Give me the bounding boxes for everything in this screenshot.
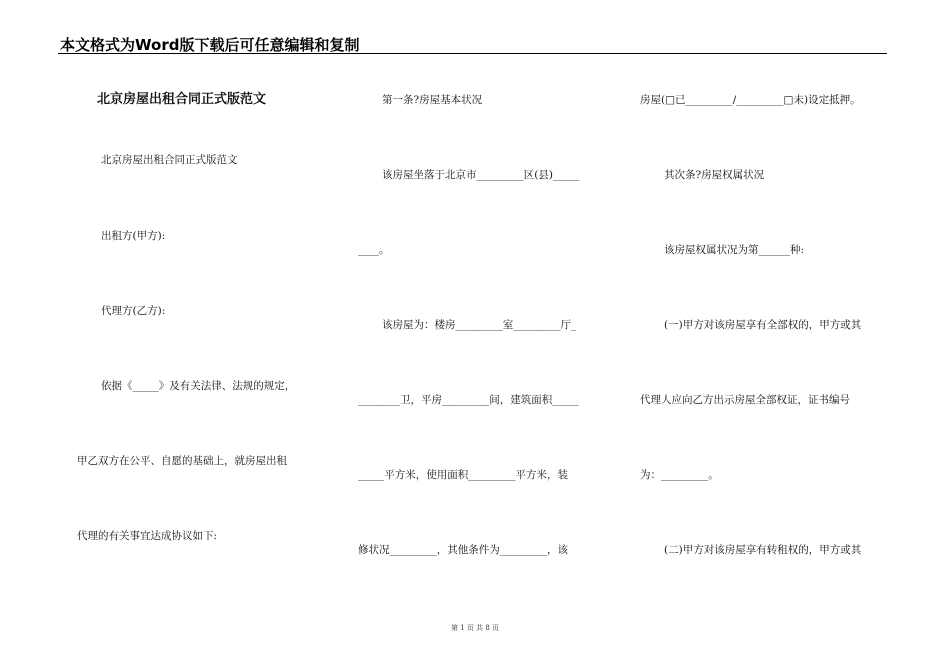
text-line: 该房屋权属状况为第______种:	[664, 244, 805, 256]
text-line: 修状况_________，其他条件为_________，该	[358, 544, 568, 556]
text-line: (一)甲方对该房屋享有全部权的，甲方或其	[664, 319, 862, 331]
text-line: ____。	[358, 244, 390, 256]
text-line: 代理的有关事宜达成协议如下:	[77, 530, 218, 542]
text-line: 甲乙双方在公平、自愿的基础上，就房屋出租	[77, 455, 287, 467]
section-heading: 第一条?房屋基本状况	[382, 94, 483, 106]
text-line: _____平方米，使用面积_________平方米，装	[358, 469, 568, 481]
page-number: 第 1 页 共 8 页	[450, 624, 500, 632]
subtitle-line: 北京房屋出租合同正式版范文	[101, 154, 238, 166]
document-header: 本文格式为Word版下载后可任意编辑和复制	[60, 36, 360, 54]
agent-line: 代理方(乙方):	[101, 305, 166, 317]
lessor-line: 出租方(甲方):	[101, 230, 166, 242]
header-rule	[58, 53, 887, 54]
text-line: 代理人应向乙方出示房屋全部权证，证书编号	[640, 394, 850, 406]
text-line: 该房屋为：楼房_________室_________厅_	[382, 319, 577, 331]
text-line: 房屋(□已_________/_________□未)设定抵押。	[640, 94, 861, 106]
text-line: 该房屋坐落于北京市_________区(县)_____	[382, 169, 580, 181]
section-heading: 其次条?房屋权属状况	[664, 169, 765, 181]
document-title: 北京房屋出租合同正式版范文	[97, 92, 267, 107]
text-line: (二)甲方对该房屋享有转租权的，甲方或其	[664, 544, 862, 556]
text-line: 依据《_____》及有关法律、法规的规定，	[101, 380, 296, 392]
text-line: ________卫，平房_________间，建筑面积_____	[358, 394, 579, 406]
text-line: 为：_________。	[640, 469, 719, 481]
